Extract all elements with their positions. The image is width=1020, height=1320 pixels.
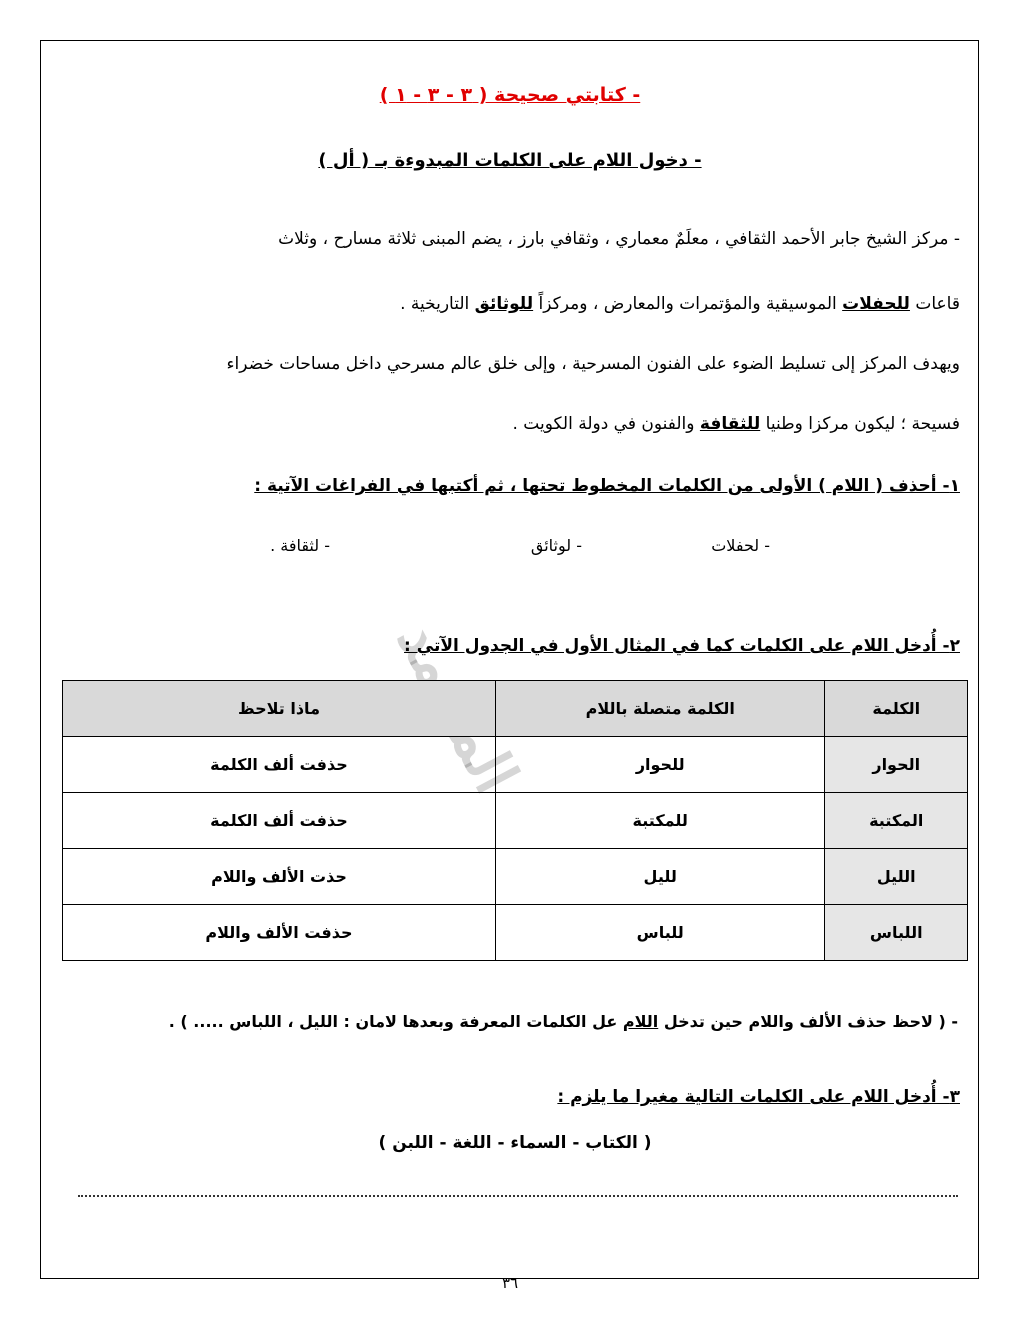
cell-word: الحوار xyxy=(825,737,968,793)
cell-with-lam: للباس xyxy=(495,905,825,961)
passage-line-2: قاعات للحفلات الموسيقية والمؤتمرات والمعارض ، ومركزاً للوثائق التاريخية . xyxy=(400,294,960,314)
passage-line-3: ويهدف المركز إلى تسليط الضوء على الفنون المسرحية ، وإلى خلق عالم مسرحي داخل مساحات خضراء xyxy=(226,354,960,374)
question-1: ١- أحذف ( اللام ) الأولى من الكلمات المخطوط تحتها ، ثم أكتبها في الفراغات الآتية : xyxy=(254,476,960,496)
cell-with-lam: للحوار xyxy=(495,737,825,793)
cell-observation: حذفت ألف الكلمة xyxy=(63,793,496,849)
page-number: ٣٦ xyxy=(501,1274,519,1292)
answer-table xyxy=(62,680,968,961)
question-3-words: ( الكتاب - السماء - اللغة - اللبن ) xyxy=(378,1133,652,1153)
header-word: الكلمة xyxy=(825,681,968,737)
question-2: ٢- أُدخل اللام على الكلمات كما في المثال الأول في الجدول الآتي : xyxy=(404,636,960,656)
table-row xyxy=(63,737,968,793)
table-row xyxy=(63,849,968,905)
answer-dotted-line xyxy=(78,1195,958,1197)
answer-2: - لوثائق xyxy=(530,536,582,555)
cell-word: الليل xyxy=(825,849,968,905)
cell-observation: حذفت الألف واللام xyxy=(63,905,496,961)
passage-line-4: فسيحة ؛ ليكون مركزا وطنيا للثقافة والفنون في دولة الكويت . xyxy=(512,414,960,434)
underlined-word-documents: للوثائق xyxy=(474,294,534,314)
table-row xyxy=(63,905,968,961)
table-header-row xyxy=(63,681,968,737)
cell-observation: حذت الألف واللام xyxy=(63,849,496,905)
cell-with-lam: لليل xyxy=(495,849,825,905)
underlined-word-culture: للثقافة xyxy=(699,414,761,434)
header-observation: ماذا تلاحظ xyxy=(63,681,496,737)
cell-word: اللباس xyxy=(825,905,968,961)
table-row xyxy=(63,793,968,849)
question-3: ٣- أُدخل اللام على الكلمات التالية مغيرا ما يلزم : xyxy=(557,1087,960,1107)
header-with-lam: الكلمة متصلة باللام xyxy=(495,681,825,737)
answer-1: - لحفلات xyxy=(711,536,770,555)
cell-with-lam: للمكتبة xyxy=(495,793,825,849)
lesson-subtitle: - دخول اللام على الكلمات المبدوءة بـ ( أل ) xyxy=(318,150,702,171)
cell-observation: حذفت ألف الكلمة xyxy=(63,737,496,793)
lesson-title: - كتابتي صحيحة ( ٣ - ٣ - ١ ) xyxy=(379,84,641,106)
rule-note: - ( لاحظ حذف الألف واللام حين تدخل اللام عل الكلمات المعرفة وبعدها لامان : الليل ، اللباس ..... ) . xyxy=(168,1012,958,1031)
cell-word: المكتبة xyxy=(825,793,968,849)
passage-line-1: - مركز الشيخ جابر الأحمد الثقافي ، معلَمٌ معماري ، وثقافي بارز ، يضم المبنى ثلاثة مسارح ، وثلاث xyxy=(278,229,960,249)
underlined-word-concerts: للحفلات xyxy=(842,294,910,314)
answer-3: - لثقافة . xyxy=(270,536,330,555)
